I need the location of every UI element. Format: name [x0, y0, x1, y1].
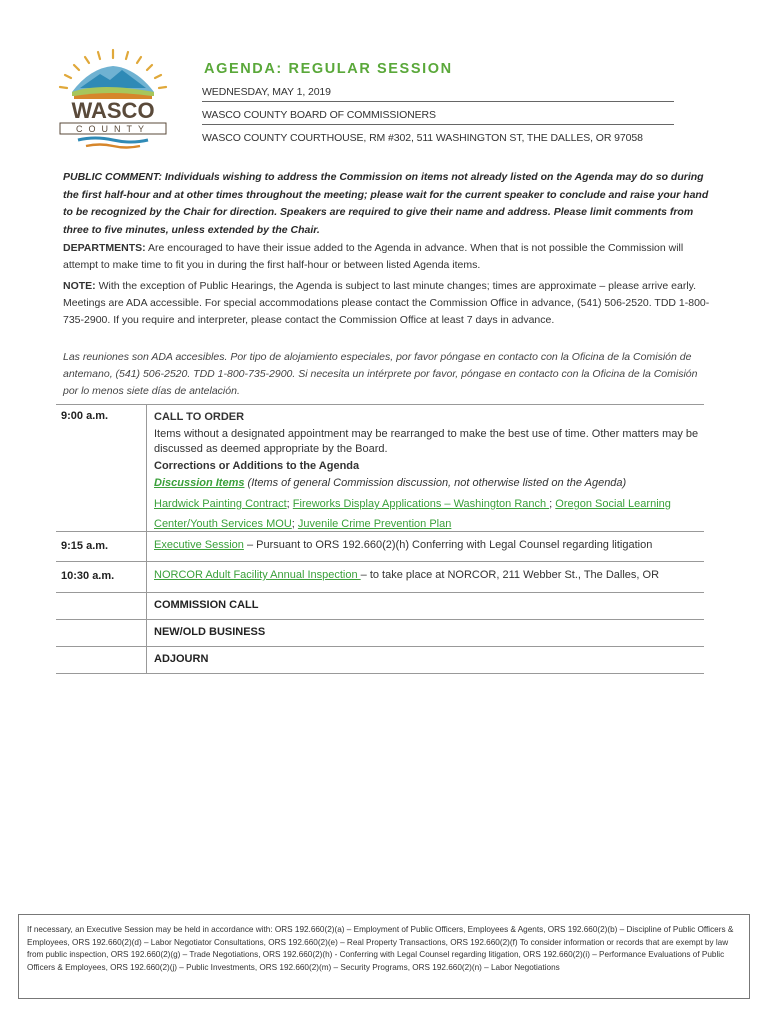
agenda-row-executive-session [56, 531, 704, 561]
executive-session-text: – Pursuant to ORS 192.660(2)(h) Conferring with Legal Counsel regarding litigation [243, 539, 653, 551]
norcor-inspection-text: – to take place at NORCOR, 211 Webber St., The Dalles, OR [360, 569, 660, 581]
agenda-row-commission-call [56, 592, 704, 619]
corrections-heading: Corrections or Additions to the Agenda [154, 460, 360, 472]
departments-text: Are encouraged to have their issue added to the Agenda in advance. When that is not possible the Commission will attempt to make time to fit you in during the first half-hour or between listed Agenda items. [63, 242, 684, 271]
note-notice [63, 278, 713, 329]
public-comment-notice: PUBLIC COMMENT: Individuals wishing to address the Commission on items not already listed on the Agenda may do so during the first half-hour and at other times throughout the meeting; please wait for the current speaker to conclude and raise your hand to be recognized by the Chair for direction. Speakers are required to give their name and address. Please limit comments from three to five minutes, unless extended by the Chair. [63, 171, 709, 236]
agenda-row-norcor [56, 561, 704, 592]
agenda-table [56, 404, 704, 674]
spanish-accessibility-notice: Las reuniones son ADA accesibles. Por tipo de alojamiento especiales, por favor póngase en contacto con la Oficina de la Comisión de antemano, (541) 506-2520. TDD 1-800-735-2900. Si necesita un intérprete por favor, póngase en contacto con la Oficina de la Comisión por lo menos siete días de antelación. [63, 351, 698, 397]
logo-wasco-text: WASCO [71, 98, 155, 123]
departments-notice [63, 240, 713, 274]
agenda-content [147, 532, 704, 561]
note-label: NOTE: [63, 280, 96, 292]
agenda-content [147, 405, 704, 531]
executive-session-link[interactable]: Executive Session [154, 539, 244, 551]
items-description: Items without a designated appointment may be rearranged to make the best use of time. Other matters may be discussed as deemed appropriate by the Board. [154, 428, 699, 455]
discussion-items-text: (Items of general Commission discussion, not otherwise listed on the Agenda) [244, 477, 627, 489]
call-to-order-heading: CALL TO ORDER [154, 411, 245, 423]
logo-county-text: COUNTY [76, 124, 150, 134]
discussion-links [154, 494, 704, 534]
agenda-time: 9:00 a.m. [56, 405, 147, 531]
agenda-content [147, 562, 704, 592]
discussion-items-line [154, 476, 704, 491]
note-text: With the exception of Public Hearings, the Agenda is subject to last minute changes; times are approximate – please arrive early. Meetings are ADA accessible. For special accommodations please contact the Commission Office in advance, (541) 506-2520. TDD 1-800-735-2900. If you require and interpreter, please contact the Commission Office at least 7 days in advance. [63, 280, 710, 326]
agenda-time [56, 593, 147, 619]
meeting-location: WASCO COUNTY COURTHOUSE, RM #302, 511 WASHINGTON ST, THE DALLES, OR 97058 [202, 132, 643, 144]
agenda-row-call-to-order [56, 404, 704, 531]
wasco-county-logo [50, 46, 176, 156]
new-old-business-heading: NEW/OLD BUSINESS [154, 626, 266, 638]
hardwick-painting-link[interactable]: Hardwick Painting Contract [154, 498, 287, 510]
agenda-row-adjourn [56, 646, 704, 674]
agenda-title: AGENDA: REGULAR SESSION [204, 61, 453, 77]
executive-session-footnote: If necessary, an Executive Session may be held in accordance with: ORS 192.660(2)(a) – Employment of Public Officers, Employees & Agents, ORS 192.660(2)(b) – Discipline of Public Officers & Employees, ORS 192.660(2)(d) – Labor Negotiator Consultations, ORS 192.660(2)(e) – Real Property Transactions, ORS 192.660(2)(f) To consider information or records that are exempt by law from public inspection, ORS 192.660(2)(g) – Trade Negotiations, ORS 192.660(2)(h) - Conferring with Legal Counsel regarding litigation, ORS 192.660(2)(i) – Performance Evaluations of Public Officers & Employees, ORS 192.660(2)(j) – Public Investments, ORS 192.660(2)(m) – Security Programs, ORS 192.660(2)(n) – Labor Negotiations [18, 914, 750, 999]
commission-call-heading: COMMISSION CALL [154, 599, 259, 611]
board-name: WASCO COUNTY BOARD OF COMMISSIONERS [202, 109, 674, 125]
separator: ; [549, 498, 556, 510]
agenda-time: 9:15 a.m. [56, 532, 147, 561]
adjourn-heading: ADJOURN [154, 653, 209, 665]
meeting-date: WEDNESDAY, MAY 1, 2019 [202, 86, 674, 102]
agenda-row-new-old-business [56, 619, 704, 646]
separator: ; [291, 518, 298, 530]
agenda-time [56, 647, 147, 673]
juvenile-crime-prevention-link[interactable]: Juvenile Crime Prevention Plan [297, 518, 452, 530]
agenda-time: 10:30 a.m. [56, 562, 147, 592]
departments-label: DEPARTMENTS: [63, 242, 146, 254]
fireworks-display-link[interactable]: Fireworks Display Applications – Washington Ranch [292, 498, 550, 510]
discussion-items-link[interactable]: Discussion Items [154, 477, 245, 489]
separator: ; [286, 498, 293, 510]
agenda-time [56, 620, 147, 646]
oregon-social-learning-link[interactable]: Oregon Social Learning Center/Youth Services MOU [154, 498, 671, 530]
norcor-inspection-link[interactable]: NORCOR Adult Facility Annual Inspection [154, 569, 361, 581]
